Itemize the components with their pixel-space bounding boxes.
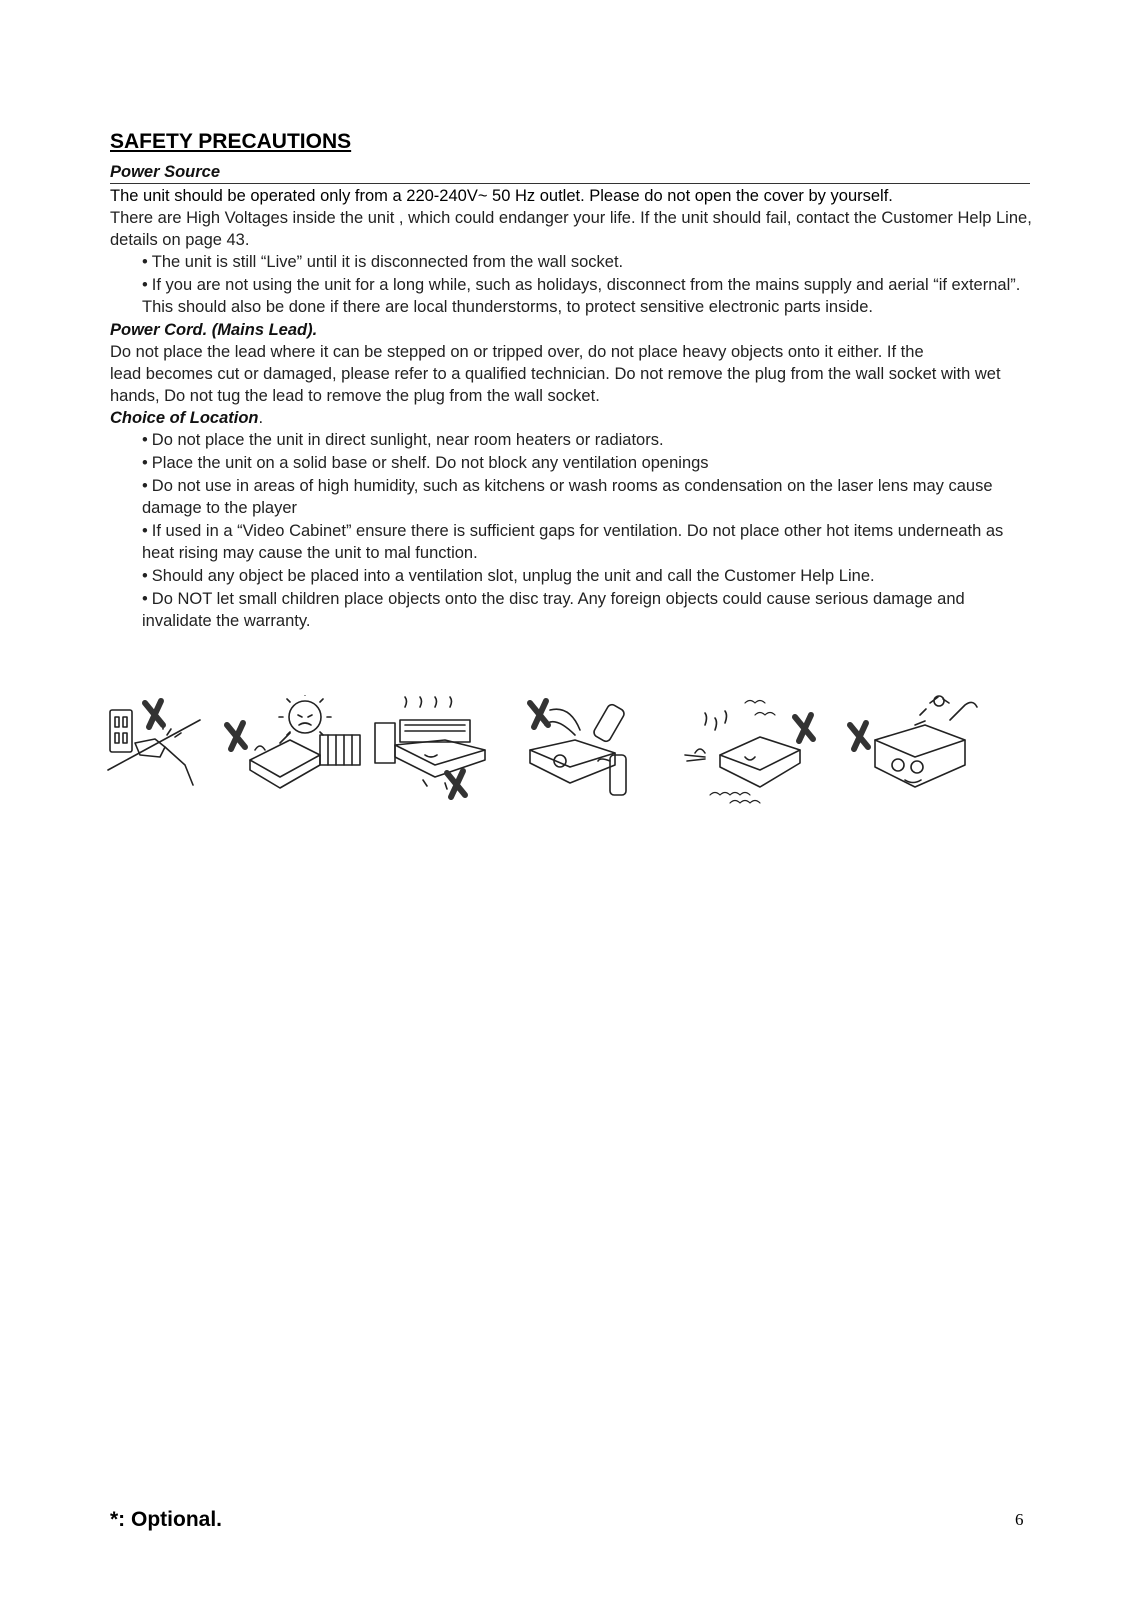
location-heading: Choice of Location (110, 409, 259, 427)
page-number: 6 (1015, 1510, 1024, 1529)
ventilation-cabinet-illustration (375, 697, 485, 789)
bullet-icon: • (142, 276, 148, 294)
cross-icon (447, 771, 465, 797)
bullet-icon: • (142, 567, 148, 585)
power-cord-heading-line (110, 319, 1035, 341)
cross-icon (145, 701, 163, 727)
list-item: • The unit is still “Live” until it is disconnected from the wall socket. (142, 253, 624, 271)
power-source-line1: The unit should be operated only from a 220-240V~ 50 Hz outlet. Please do not open the cover by yourself. (110, 187, 893, 205)
list-item: • If you are not using the unit for a long while, such as holidays, disconnect from the mains supply and aerial “if external”. This should also be done if there are local thunderstorms, to protect sensitive electronic parts inside. (142, 276, 1021, 316)
list-item: • Do NOT let small children place objects onto the disc tray. Any foreign objects could cause serious damage and invalidate the warranty. (142, 590, 965, 630)
humidity-water-illustration (685, 701, 800, 804)
location-bullets (110, 429, 1035, 632)
power-cord-heading: Power Cord. (Mains Lead). (110, 321, 318, 339)
list-item: • Do not place the unit in direct sunlight, near room heaters or radiators. (142, 431, 664, 449)
list-item: • Place the unit on a solid base or shelf. Do not block any ventilation openings (142, 454, 709, 472)
bullet-icon: • (142, 454, 148, 472)
power-source-bullets (110, 251, 1035, 318)
page-title: SAFETY PRECAUTIONS (110, 130, 352, 153)
cross-icon (850, 723, 868, 749)
bullet-icon: • (142, 522, 148, 540)
bullet-icon: • (142, 477, 148, 495)
power-source-heading: Power Source (110, 163, 1030, 184)
power-cord-text1: Do not place the lead where it can be stepped on or tripped over, do not place heavy objects onto it either. If the (110, 343, 924, 361)
body-text (110, 185, 1035, 633)
cross-icon (530, 701, 548, 727)
warning-illustrations-svg (105, 695, 1025, 825)
location-heading-line (110, 407, 1035, 429)
bullet-icon: • (142, 253, 148, 271)
bullet-icon: • (142, 590, 148, 608)
power-cord-text2: lead becomes cut or damaged, please refer to a qualified technician. Do not remove the plug from the wall socket with wet hands, Do not tug the lead to remove the plug from the wall socket. (110, 365, 1001, 405)
foreign-objects-tray-illustration (875, 696, 977, 787)
bullet-icon: • (142, 431, 148, 449)
location-heading-period: . (258, 409, 264, 427)
list-item: • Do not use in areas of high humidity, such as kitchens or wash rooms as condensation on the laser lens may cause damage to the player (142, 477, 993, 517)
sunlight-heater-illustration (250, 695, 360, 788)
power-source-text: There are High Voltages inside the unit , which could endanger your life. If the unit should fail, contact the Customer Help Line, details on page 43. (110, 209, 1032, 249)
optional-note: *: Optional. (110, 1508, 222, 1531)
power-source-heading-rule (110, 163, 1030, 184)
cross-icon (795, 715, 813, 741)
warning-illustrations (105, 695, 1025, 825)
cross-icon (227, 723, 245, 749)
list-item: • If used in a “Video Cabinet” ensure there is sufficient gaps for ventilation. Do not place other hot items underneath as heat rising may cause the unit to mal function. (142, 522, 1004, 562)
list-item: • Should any object be placed into a ventilation slot, unplug the unit and call the Customer Help Line. (142, 567, 875, 585)
